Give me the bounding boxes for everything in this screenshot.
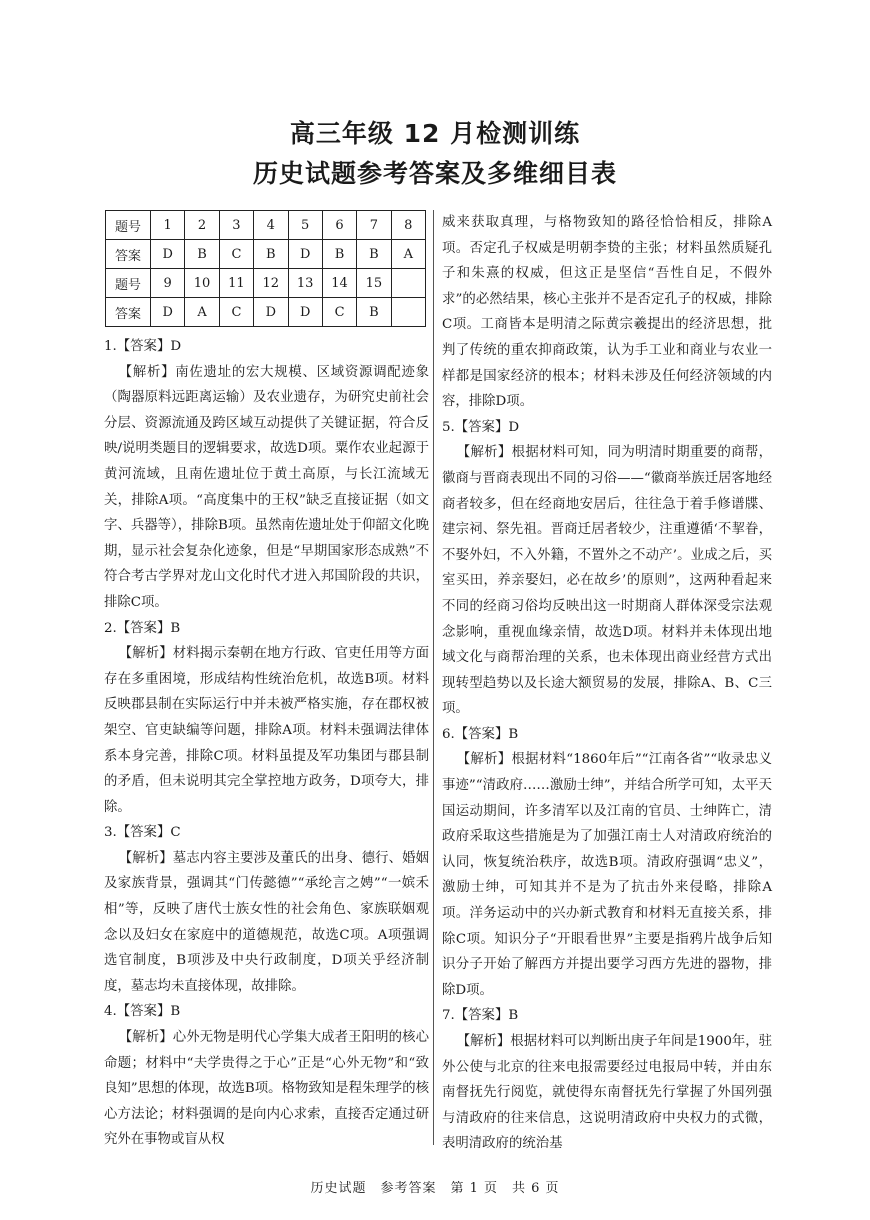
- answer-table-cell: D: [288, 298, 322, 327]
- analysis-text: 【解析】南佐遗址的宏大规模、区域资源调配迹象（陶器原料远距离运输）及农业遗存，为研究史前社会分层、资源流通及跨区域互动提供了关键证据，符合反映/说明类题目的逻辑要求，故选D项。粟作农业起源于黄河流域，且南佐遗址位于黄土高原，与长江流域无关，排除A项。“高度集中的王权”缺乏直接证据（如文字、兵器等），排除B项。虽然南佐遗址处于仰韶文化晚期，显示社会复杂化迹象，但是“早期国家形态成熟”不符合考古学界对龙山文化时代才进入邦国阶段的共识，排除C项。: [104, 364, 429, 610]
- answer-table-cell: 1: [151, 211, 185, 240]
- analysis-text: 【解析】根据材料“1860年后”“江南各省”“收录忠义事迹”“清政府……激励士绅”，并结合所学可知，太平天国运动期间，许多清军以及江南的官员、士绅阵亡，清政府采取这些措施是为了加强江南士人对清政府统治的认同，恢复统治秩序，故选B项。清政府强调“忠义”，激励士绅，可知其并不是为了抗击外来侵略，排除A项。洋务运动中的兴办新式教育和材料无直接关系，排除C项。知识分子“开眼看世界”主要是指鸦片战争后知识分子开始了解西方并提出要学习西方先进的器物，排除D项。: [442, 752, 772, 998]
- answer-table-cell: 4: [254, 211, 288, 240]
- answer-table-cell: C: [322, 298, 356, 327]
- answer-table-cell: 2: [185, 211, 219, 240]
- answer-table-cell: 14: [322, 269, 356, 298]
- question-answer-heading: 6.【答案】B: [442, 726, 519, 742]
- analysis-text: 【解析】根据材料可以判断出庚子年间是1900年，驻外公使与北京的往来电报需要经过电报局中转，并由东南督抚先行阅览，就使得东南督抚先行掌握了外国列强与清政府的往来信息，这说明清政府中央权力的式微，表明清政府的统治基: [442, 1034, 773, 1152]
- answer-table-cell: D: [151, 298, 185, 327]
- analysis-text: 【解析】材料揭示秦朝在地方行政、官吏任用等方面存在多重困境，形成结构性统治危机，故选B项。材料反映郡县制在实际运行中并未被严格实施，存在郡权被架空、官吏缺编等问题，排除A项。材料未强调法律体系本身完善，排除C项。材料虽提及军功集团与郡县制的矛盾，但未说明其完全掌控地方政务，D项夸大，排除。: [104, 646, 429, 815]
- answer-table-row: [106, 269, 426, 298]
- answer-table-cell: 13: [288, 269, 322, 298]
- answer-table-cell: D: [151, 240, 185, 269]
- answer-table-row-header: 答案: [106, 298, 151, 327]
- answer-table-row: [106, 211, 426, 240]
- analysis-text: 【解析】心外无物是明代心学集大成者王阳明的核心命题；材料中“夫学贵得之于心”正是“心外无物”和“致良知”思想的体现，故选B项。格物致知是程朱理学的核心方法论；材料强调的是向内心求索，直接否定通过研究外在事物或盲从权: [104, 1030, 429, 1148]
- page-footer: 历史试题 参考答案 第 1 页 共 6 页: [310, 1181, 560, 1196]
- question-answer-heading: 2.【答案】B: [104, 620, 181, 636]
- answer-table-cell: 5: [288, 211, 322, 240]
- answer-table-cell: B: [357, 240, 391, 269]
- answer-table-cell: 9: [151, 269, 185, 298]
- answer-table-cell: B: [185, 240, 219, 269]
- answer-table-cell: [391, 269, 425, 298]
- answer-table-cell: 8: [391, 211, 425, 240]
- answer-table-row-header: 题号: [106, 269, 151, 298]
- question-answer-heading: 4.【答案】B: [104, 1004, 181, 1020]
- answer-table-cell: 15: [357, 269, 391, 298]
- answer-table-cell: 11: [219, 269, 253, 298]
- analysis-text: 【解析】根据材料可知，同为明清时期重要的商帮，徽商与晋商表现出不同的习俗——“徽商举族迁居客地经商者较多，但在经商地安居后，往往急于着手修谱牒、建宗祠、祭先祖。晋商迁居者较少，注重遵循‘不挈眷，不娶外妇，不入外籍，不置外之不动产’。业成之后，买室买田，养亲娶妇，必在故乡’的原则”，这两种看起来不同的经商习俗均反映出这一时期商人群体深受宗法观念影响，重视血缘亲情，故选D项。材料并未体现出地域文化与商帮治理的关系，也未体现出商业经营方式出现转型趋势以及长途大额贸易的发展，排除A、B、C三项。: [442, 445, 772, 717]
- title-line-2: 历史试题参考答案及多维细目表: [252, 159, 617, 188]
- answer-table-cell: C: [219, 298, 253, 327]
- answer-table-cell: [391, 298, 425, 327]
- answer-table-cell: D: [288, 240, 322, 269]
- question-answer-heading: 3.【答案】C: [104, 825, 181, 841]
- answer-table-row: [106, 298, 426, 327]
- answer-table-cell: C: [219, 240, 253, 269]
- answer-table-cell: 6: [322, 211, 356, 240]
- answer-table-cell: A: [185, 298, 219, 327]
- answer-table-cell: B: [322, 240, 356, 269]
- answer-table-row: [106, 240, 426, 269]
- answer-table-cell: 12: [254, 269, 288, 298]
- question-answer-heading: 7.【答案】B: [442, 1008, 519, 1024]
- answer-table-cell: 7: [357, 211, 391, 240]
- answer-table-cell: B: [254, 240, 288, 269]
- answer-table-cell: D: [254, 298, 288, 327]
- analysis-text: 威来获取真理，与格物致知的路径恰恰相反，排除A项。否定孔子权威是明朝李贽的主张；材料虽然质疑孔子和朱熹的权威，但这正是坚信“吾性自足，不假外求”的必然结果，核心主张并不是否定孔子的权威，排除C项。工商皆本是明清之际黄宗羲提出的经济思想，批判了传统的重农抑商政策，认为手工业和商业与农业一样都是国家经济的根本；材料未涉及任何经济领域的内容，排除D项。: [442, 215, 772, 410]
- answer-table-cell: B: [357, 298, 391, 327]
- answer-table-row-header: 题号: [106, 211, 151, 240]
- answer-table-cell: 10: [185, 269, 219, 298]
- question-answer-heading: 1.【答案】D: [104, 339, 182, 354]
- column-divider: [433, 210, 434, 1145]
- answer-table-row-header: 答案: [106, 240, 151, 269]
- question-answer-heading: 5.【答案】D: [442, 419, 520, 435]
- left-column: [104, 334, 429, 1153]
- answer-table: [105, 210, 426, 327]
- answer-table-cell: A: [391, 240, 425, 269]
- answer-table-cell: 3: [219, 211, 253, 240]
- analysis-text: 【解析】墓志内容主要涉及董氏的出身、德行、婚姻及家族背景，强调其“门传懿德”“承纶言之娉”“一嫔禾相”等，反映了唐代士族女性的社会角色、家族联姻观念以及妇女在家庭中的道德规范，故选C项。A项强调选官制度，B项涉及中央行政制度，D项关乎经济制度，墓志均未直接体现，故排除。: [104, 850, 429, 994]
- right-column: [442, 210, 772, 1157]
- title-line-1: 高三年级 12 月检测训练: [289, 119, 581, 148]
